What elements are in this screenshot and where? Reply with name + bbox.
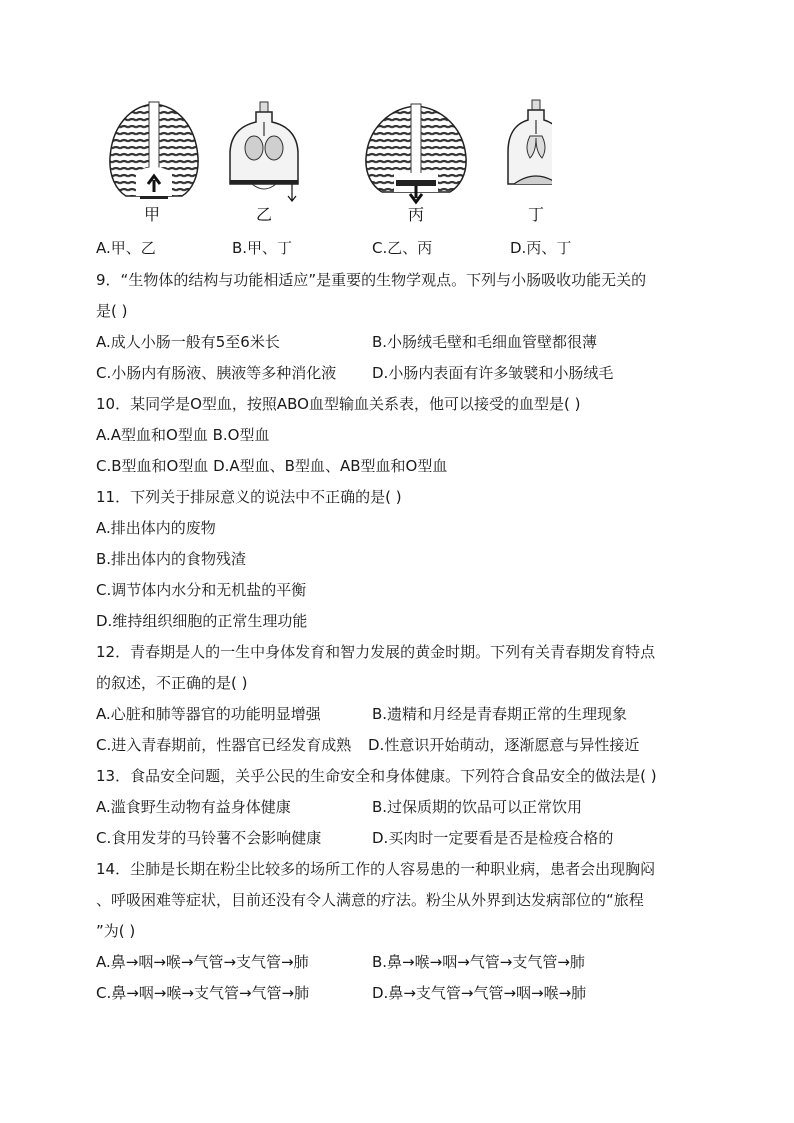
q12-option-b[interactable]: B.遗精和月经是青春期正常的生理现象 [372, 705, 628, 723]
q12-stem-line2: 的叙述，不正确的是( ) [96, 674, 248, 692]
ribcage-bing-icon [366, 104, 466, 202]
q12-option-c[interactable]: C.进入青春期前，性器官已经发育成熟 [96, 736, 352, 754]
q13-option-a[interactable]: A.滥食野生动物有益身体健康 [96, 798, 291, 816]
q14-stem-line3: ”为( ) [96, 922, 136, 940]
q11-stem: 11．下列关于排尿意义的说法中不正确的是( ) [96, 488, 402, 506]
q11-option-d[interactable]: D.维持组织细胞的正常生理功能 [96, 612, 308, 630]
q10-options-line1[interactable]: A.A型血和O型血 B.O型血 [96, 426, 270, 444]
q8-option-a[interactable]: A.甲、乙 [96, 239, 156, 257]
q8-option-c[interactable]: C.乙、丙 [372, 239, 433, 257]
q11-option-b[interactable]: B.排出体内的食物残渣 [96, 550, 247, 568]
q14-option-d[interactable]: D.鼻→支气管→气管→咽→喉→肺 [372, 984, 587, 1002]
q13-option-d[interactable]: D.买肉时一定要看是否是检疫合格的 [372, 829, 614, 847]
q14-option-a[interactable]: A.鼻→咽→喉→气管→支气管→肺 [96, 953, 309, 971]
q12-option-a[interactable]: A.心脏和肺等器官的功能明显增强 [96, 705, 321, 723]
q12-stem-line1: 12．青春期是人的一生中身体发育和智力发展的黄金时期。下列有关青春期发育特点 [96, 643, 656, 661]
q13-option-c[interactable]: C.食用发芽的马铃薯不会影响健康 [96, 829, 322, 847]
q8-option-b[interactable]: B.甲、丁 [232, 239, 293, 257]
breathing-diagram [96, 96, 552, 228]
q11-option-c[interactable]: C.调节体内水分和无机盐的平衡 [96, 581, 307, 599]
q8-option-d[interactable]: D.丙、丁 [510, 239, 572, 257]
figure-label-jia: 甲 [144, 205, 161, 224]
bell-jar-yi-icon [230, 102, 298, 201]
breathing-diagram-figure [96, 96, 552, 228]
q14-option-c[interactable]: C.鼻→咽→喉→支气管→气管→肺 [96, 984, 310, 1002]
q9-stem-line1: 9．“生物体的结构与功能相适应”是重要的生物学观点。下列与小肠吸收功能无关的 [96, 271, 647, 289]
q9-option-d[interactable]: D.小肠内表面有许多皱襞和小肠绒毛 [372, 364, 614, 382]
q11-option-a[interactable]: A.排出体内的废物 [96, 519, 216, 537]
q14-stem-line1: 14．尘肺是长期在粉尘比较多的场所工作的人容易患的一种职业病，患者会出现胸闷 [96, 860, 656, 878]
q14-option-b[interactable]: B.鼻→喉→咽→气管→支气管→肺 [372, 953, 585, 971]
ribcage-jia-icon [110, 102, 198, 199]
bell-jar-ding-icon [508, 100, 552, 200]
q12-option-d[interactable]: D.性意识开始萌动，逐渐愿意与异性接近 [368, 736, 640, 754]
figure-label-yi: 乙 [256, 205, 273, 224]
q9-option-a[interactable]: A.成人小肠一般有5至6米长 [96, 333, 280, 351]
q9-stem-line2: 是( ) [96, 302, 128, 320]
q9-option-b[interactable]: B.小肠绒毛壁和毛细血管壁都很薄 [372, 333, 598, 351]
figure-label-bing: 丙 [408, 205, 425, 224]
q10-stem: 10．某同学是O型血，按照ABO血型输血关系表，他可以接受的血型是( ) [96, 395, 581, 413]
q9-option-c[interactable]: C.小肠内有肠液、胰液等多种消化液 [96, 364, 337, 382]
q13-option-b[interactable]: B.过保质期的饮品可以正常饮用 [372, 798, 583, 816]
figure-label-ding: 丁 [528, 205, 545, 224]
q14-stem-line2: 、呼吸困难等症状，目前还没有令人满意的疗法。粉尘从外界到达发病部位的“旅程 [96, 891, 644, 909]
q10-options-line2[interactable]: C.B型血和O型血 D.A型血、B型血、AB型血和O型血 [96, 457, 448, 475]
q13-stem: 13．食品安全问题，关乎公民的生命安全和身体健康。下列符合食品安全的做法是( ) [96, 767, 657, 785]
